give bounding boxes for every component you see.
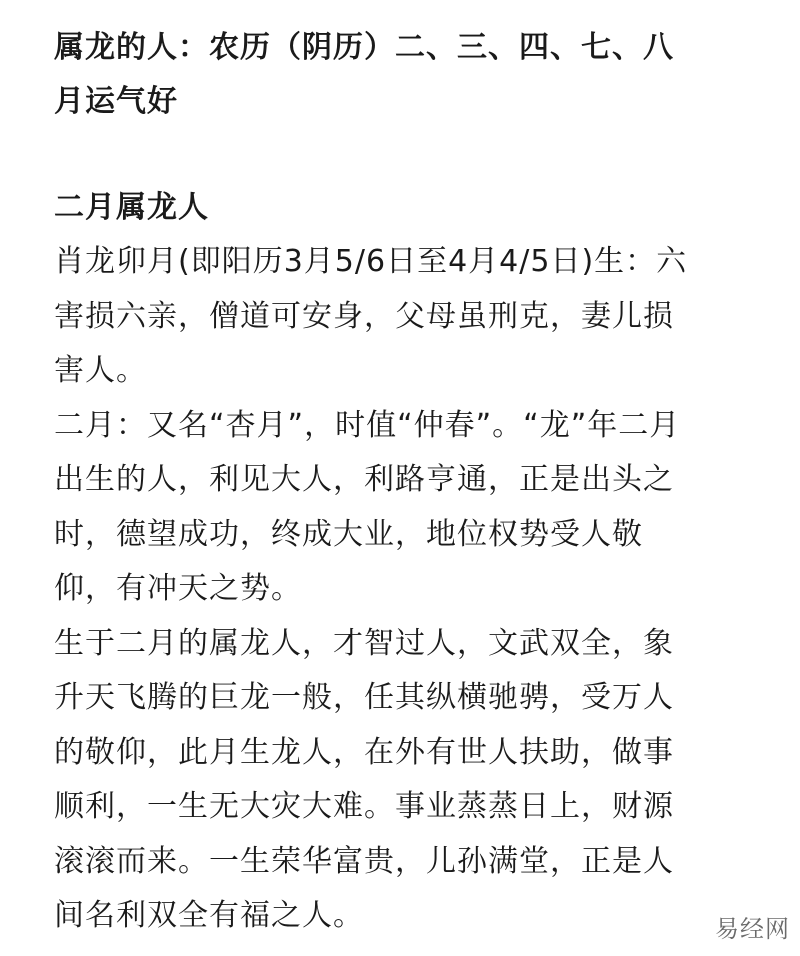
paragraph-3-line-5: 滚滚而来。一生荣华富贵，儿孙满堂，正是人 <box>54 843 674 879</box>
paragraph-3 <box>54 617 754 944</box>
paragraph-3-line-4: 顺利，一生无大灾大难。事业蒸蒸日上，财源 <box>54 789 674 824</box>
paragraph-1-line-3: 害人。 <box>54 353 147 388</box>
paragraph-3-line-3: 的敬仰，此月生龙人，在外有世人扶助，做事 <box>54 734 674 770</box>
paragraph-2-line-1: 二月：又名“杏月”，时值“仲春”。“龙”年二月 <box>54 407 681 443</box>
paragraph-1-line-1: 肖龙卯月(即阳历3月5/6日至4月4/5日)生：六 <box>54 244 688 279</box>
paragraph-3-line-1: 生于二月的属龙人，才智过人，文武双全，象 <box>54 625 674 661</box>
paragraph-2-line-4: 仰，有冲天之势。 <box>54 571 302 606</box>
article-body <box>54 0 754 944</box>
main-heading-line-1: 属龙的人：农历（阴历）二、三、四、七、八 <box>54 30 674 65</box>
paragraph-1 <box>54 235 754 399</box>
main-heading <box>54 21 754 129</box>
paragraph-2-line-3: 时，德望成功，终成大业，地位权势受人敬 <box>54 516 643 552</box>
paragraph-2-line-2: 出生的人，利见大人，利路亨通，正是出头之 <box>54 462 674 497</box>
paragraph-3-line-2: 升天飞腾的巨龙一般，任其纵横驰骋，受万人 <box>54 680 674 715</box>
paragraph-3-line-6: 间名利双全有福之人。 <box>54 898 364 933</box>
site-watermark: 易经网 <box>715 915 790 943</box>
paragraph-1-line-2: 害损六亲，僧道可安身，父母虽刑克，妻儿损 <box>54 298 674 334</box>
main-heading-line-2: 月运气好 <box>54 84 178 119</box>
section-heading: 二月属龙人 <box>54 190 209 225</box>
paragraph-2 <box>54 399 754 617</box>
